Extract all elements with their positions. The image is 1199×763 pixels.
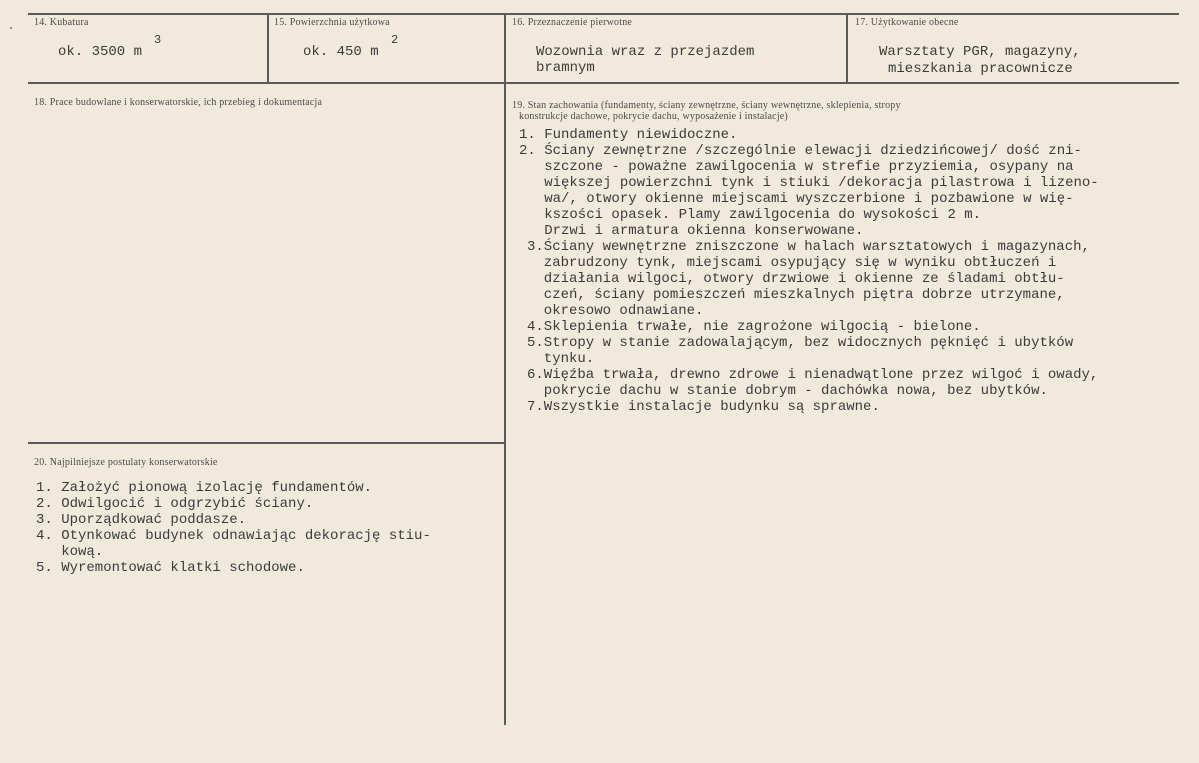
field-16-label: 16. Przeznaczenie pierwotne [512,17,633,28]
condition-line: 6.Więźba trwała, drewno zdrowe i nienadwątlone przez wilgoć i owady, [527,367,1099,383]
condition-line: 4.Sklepienia trwałe, nie zagrożone wilgocią - bielone. [527,319,981,335]
condition-line: 7.Wszystkie instalacje budynku są sprawne. [527,399,880,415]
condition-line: Drzwi i armatura okienna konserwowane. [519,223,864,239]
condition-line: 2. Ściany zewnętrzne /szczególnie elewacji dziedzińcowej/ dość zni- [519,143,1082,159]
field-20-label: 20. Najpilniejsze postulaty konserwatorskie [34,457,218,468]
field-19-condition-list [519,127,1099,415]
divider-14-15 [267,13,269,83]
postulate-line: 4. Otynkować budynek odnawiając dekorację stiu- [36,528,431,544]
postulate-line: 5. Wyremontować klatki schodowe. [36,560,305,576]
condition-line: szczone - poważne zawilgocenia w strefie przyziemia, osypany na [519,159,1074,175]
field-15-value: ok. 450 m [303,44,379,60]
field-19-label-line2: konstrukcje dachowe, pokrycie dachu, wyposażenie i instalacje) [519,111,788,122]
field-14-value: ok. 3500 m [58,44,143,60]
condition-line: wa/, otwory okienne miejscami wyszczerbione i pozbawione w wię- [519,191,1074,207]
condition-line: działania wilgoci, otwory drzwiowe i okienne ze śladami obtłu- [527,271,1065,287]
field-17-label: 17. Użytkowanie obecne [855,17,959,28]
condition-line: większej powierzchni tynk i stiuki /dekoracja pilastrowa i lizeno- [519,175,1099,191]
condition-line: czeń, ściany pomieszczeń mieszkalnych piętra dobrze utrzymane, [527,287,1065,303]
punch-mark [10,27,12,29]
postulate-line: kową. [36,544,104,560]
field-16-value-line2: bramnym [536,60,595,76]
condition-line: 5.Stropy w stanie zadowalającym, bez widocznych pęknięć i ubytków [527,335,1074,351]
condition-line: tynku. [527,351,595,367]
field-17-value-line1: Warsztaty PGR, magazyny, [879,44,1081,60]
field-14-label: 14. Kubatura [34,17,89,28]
row1-bottom-border [28,82,1179,84]
postulate-line: 3. Uporządkować poddasze. [36,512,247,528]
field-16-value-line1: Wozownia wraz z przejazdem [536,44,755,60]
top-border [28,13,1179,15]
field-14-unit-exponent: 3 [154,33,162,47]
condition-line: okresowo odnawiane. [527,303,704,319]
condition-line: kszości opasek. Plamy zawilgocenia do wysokości 2 m. [519,207,982,223]
condition-line: 3.Ściany wewnętrzne zniszczone w halach warsztatowych i magazynach, [527,239,1090,255]
postulate-line: 2. Odwilgocić i odgrzybić ściany. [36,496,314,512]
divider-15-16 [504,13,506,725]
postulate-line: 1. Założyć pionową izolację fundamentów. [36,480,373,496]
field-15-label: 15. Powierzchnia użytkowa [274,17,390,28]
divider-18-20 [28,442,504,444]
condition-line: pokrycie dachu w stanie dobrym - dachówka nowa, bez ubytków. [527,383,1048,399]
divider-16-17 [846,13,848,83]
field-17-value-line2: mieszkania pracownicze [888,61,1073,77]
field-20-postulates-list [36,480,431,576]
condition-line: 1. Fundamenty niewidoczne. [519,127,738,143]
field-18-label: 18. Prace budowlane i konserwatorskie, ich przebieg i dokumentacja [34,97,323,108]
field-15-unit-exponent: 2 [391,33,399,47]
condition-line: zabrudzony tynk, miejscami osypujący się w wyniku obtłuczeń i [527,255,1057,271]
field-19-label-line1: 19. Stan zachowania (fundamenty, ściany zewnętrzne, ściany wewnętrzne, sklepienia, stropy [512,100,901,111]
